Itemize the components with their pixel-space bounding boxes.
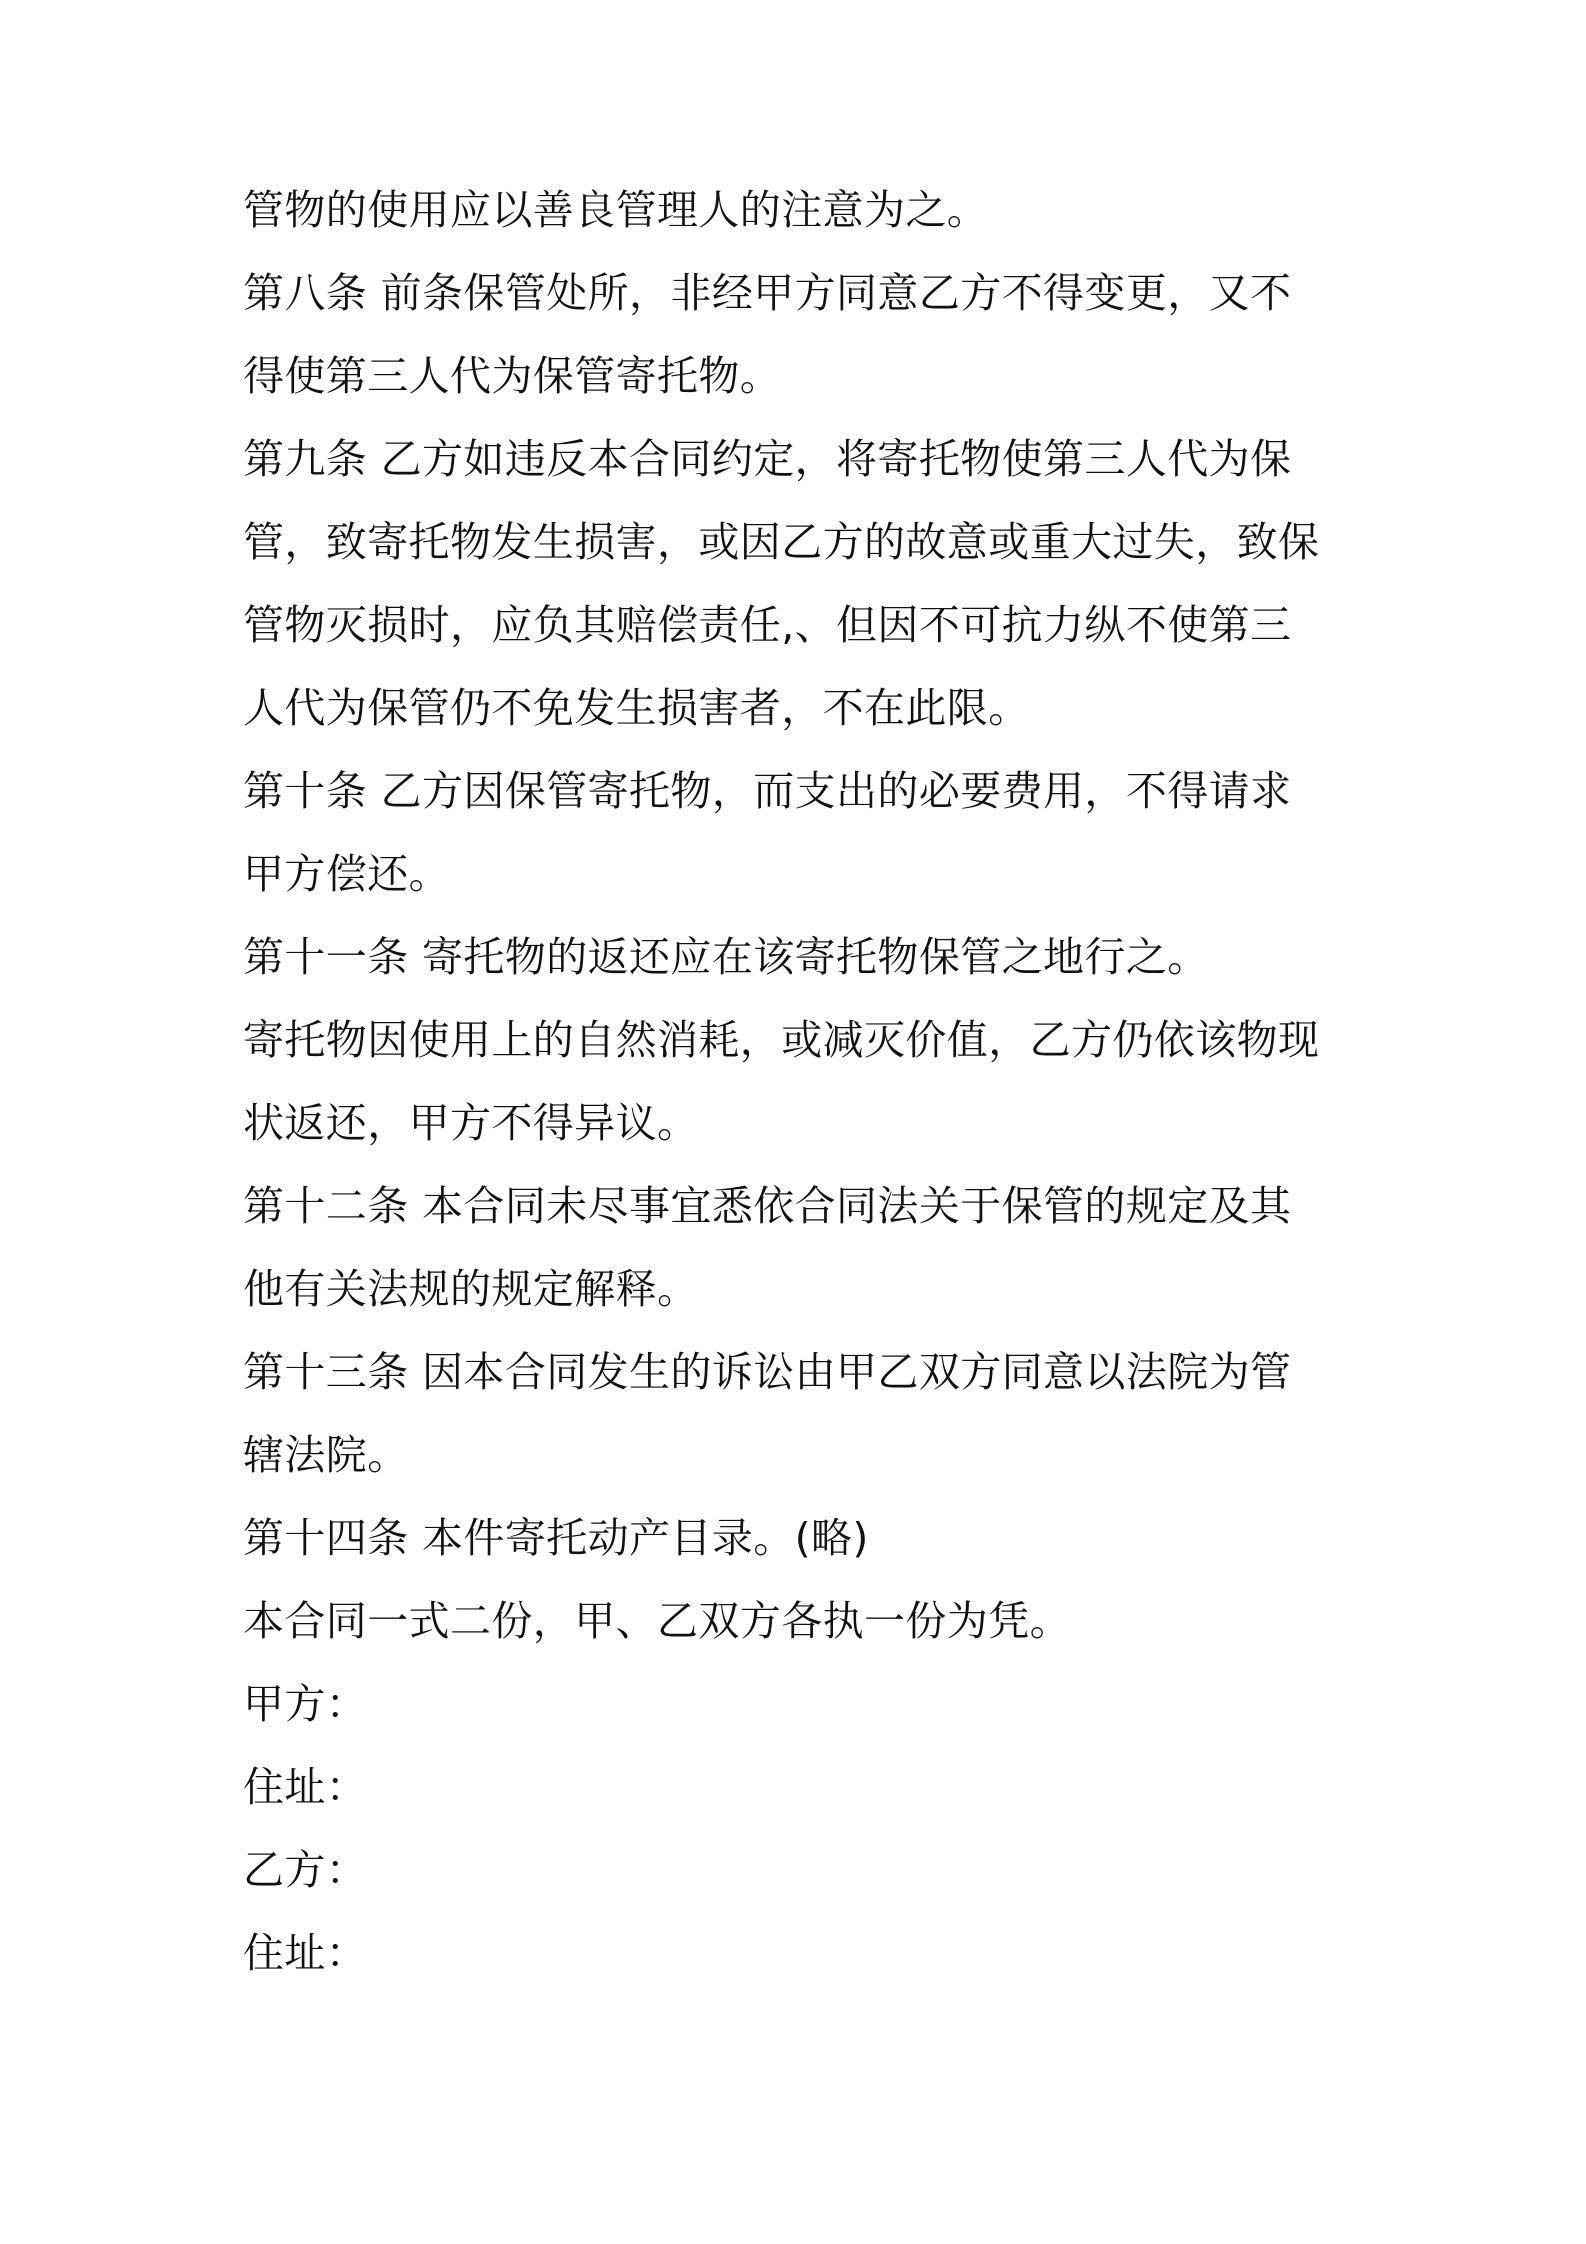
- copies-clause: 本合同一式二份，甲、乙双方各执一份为凭。: [243, 1597, 1071, 1645]
- party-b-address-label: 住址：: [243, 1929, 368, 1977]
- article-9-line-4: 人代为保管仍不免发生损害者，不在此限。: [243, 684, 1030, 732]
- article-8-line-2: 得使第三人代为保管寄托物。: [243, 352, 782, 400]
- party-a-label: 甲方：: [243, 1680, 368, 1728]
- article-11-line-1: 第十一条 寄托物的返还应在该寄托物保管之地行之。: [243, 933, 1209, 981]
- article-11-line-3: 状返还，甲方不得异议。: [243, 1099, 699, 1147]
- article-10-line-1: 第十条 乙方因保管寄托物，而支出的必要费用，不得请求: [243, 767, 1292, 815]
- article-11-line-2: 寄托物因使用上的自然消耗，或减灭价值，乙方仍依该物现: [243, 1016, 1320, 1064]
- text-line: 管物的使用应以善良管理人的注意为之。: [243, 186, 989, 234]
- article-13-line-2: 辖法院。: [243, 1431, 409, 1479]
- article-9-line-3: 管物灭损时，应负其赔偿责任,、但因不可抗力纵不使第三: [243, 601, 1292, 649]
- article-9-line-1: 第九条 乙方如违反本合同约定，将寄托物使第三人代为保: [243, 435, 1292, 483]
- article-10-line-2: 甲方偿还。: [243, 850, 450, 898]
- party-a-address-label: 住址：: [243, 1763, 368, 1811]
- article-14-line: 第十四条 本件寄托动产目录。(略): [243, 1514, 869, 1562]
- article-12-line-2: 他有关法规的规定解释。: [243, 1265, 699, 1313]
- article-8-line-1: 第八条 前条保管处所，非经甲方同意乙方不得变更，又不: [243, 269, 1292, 317]
- party-b-label: 乙方：: [243, 1846, 368, 1894]
- article-9-line-2: 管，致寄托物发生损害，或因乙方的故意或重大过失，致保: [243, 518, 1320, 566]
- document-body: [243, 186, 1363, 2016]
- article-13-line-1: 第十三条 因本合同发生的诉讼由甲乙双方同意以法院为管: [243, 1348, 1292, 1396]
- article-12-line-1: 第十二条 本合同未尽事宜悉依合同法关于保管的规定及其: [243, 1182, 1292, 1230]
